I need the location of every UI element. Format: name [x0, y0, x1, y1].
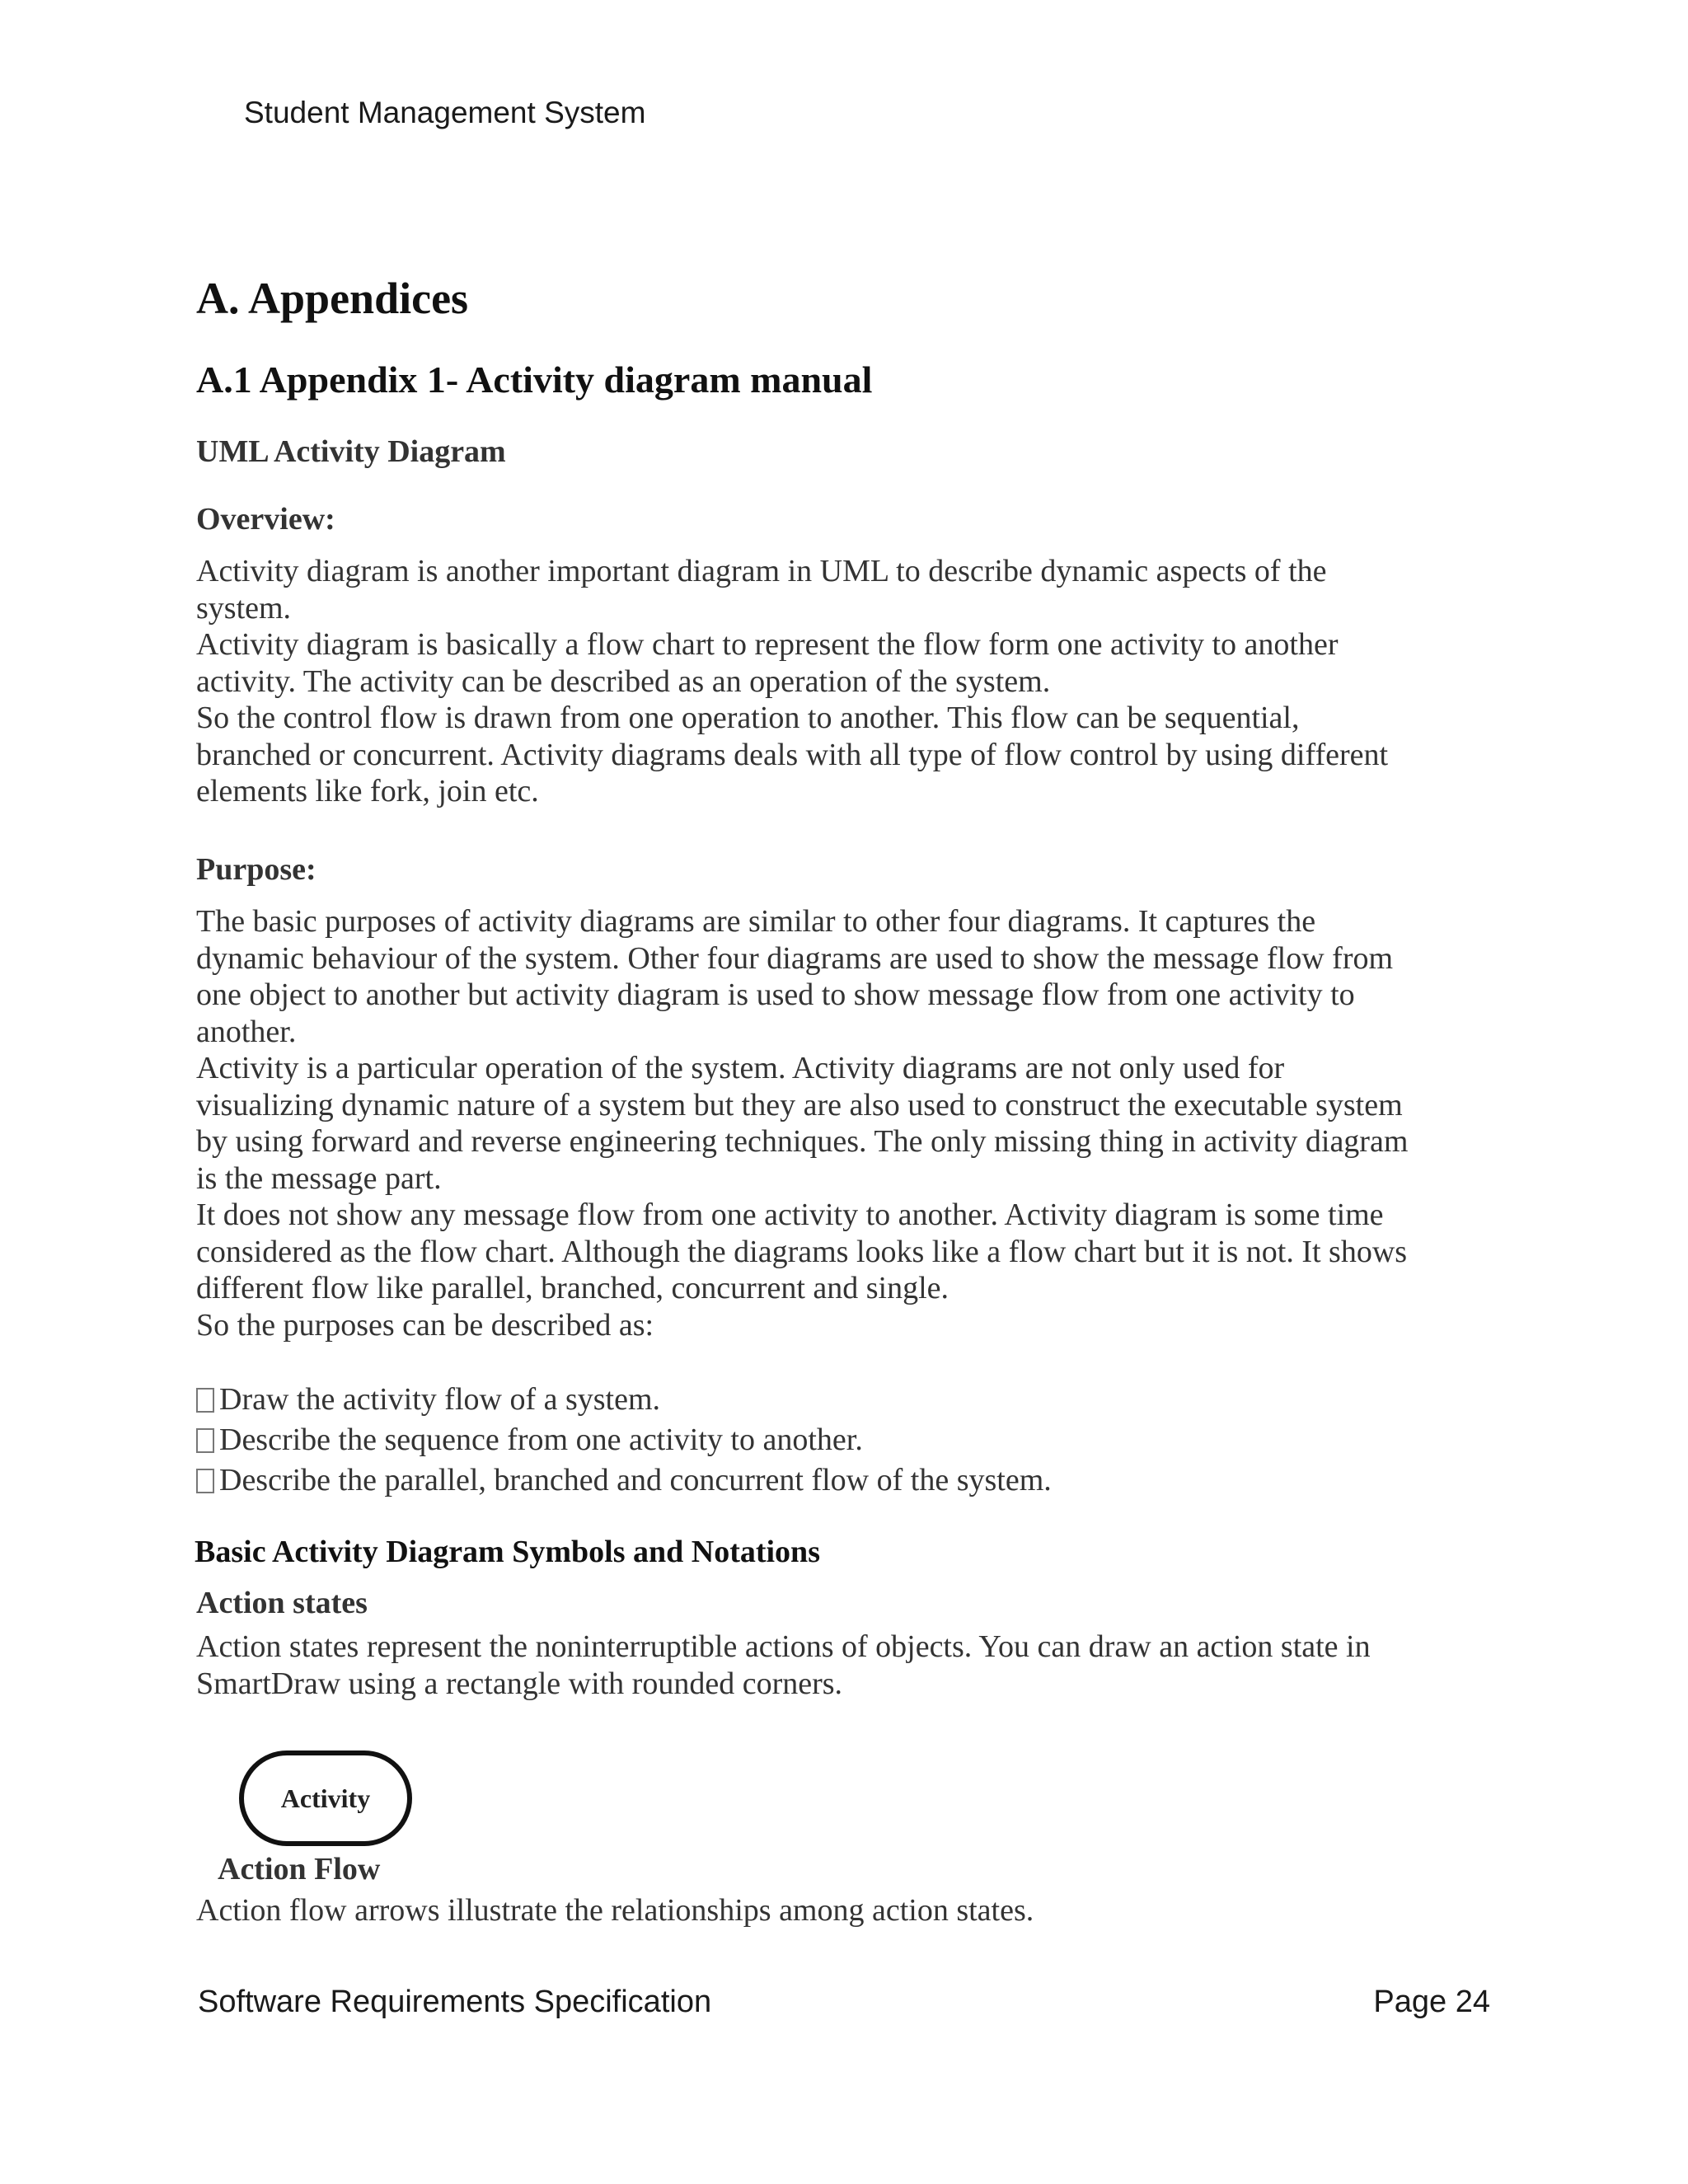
missing-glyph-icon: [196, 1469, 214, 1493]
action-states-paragraph: Action states represent the noninterruptible actions of objects. You can draw an action state in SmartDraw using a rectangle with rounded corners.: [196, 1629, 1371, 1701]
bullet-text: Draw the activity flow of a system.: [219, 1382, 661, 1418]
list-item: [196, 1420, 1490, 1460]
missing-glyph-icon: [196, 1388, 214, 1413]
appendix-1-heading: A.1 Appendix 1- Activity diagram manual: [196, 358, 873, 401]
overview-paragraph: Activity diagram is another important diagram in UML to describe dynamic aspects of the system. Activity diagram is basically a flow chart to represent the flow form one activity to another activity. The activity can be described as an operation of the system. So the control flow is drawn from one operation to another. This flow can be sequential, branched or concurrent. Activity diagrams deals with all type of flow control by using different elements like fork, join etc.: [196, 554, 1389, 809]
footer-page-number: Page 24: [1373, 1985, 1490, 2019]
document-body: [196, 272, 1490, 1702]
missing-glyph-icon: [196, 1428, 214, 1453]
purpose-heading: Purpose:: [196, 851, 316, 887]
footer-document-title: Software Requirements Specification: [198, 1985, 712, 2019]
appendices-heading: A. Appendices: [196, 274, 469, 323]
action-states-heading: Action states: [196, 1585, 368, 1620]
activity-shape-example: [239, 1750, 412, 1846]
purpose-bullet-list: [196, 1380, 1490, 1501]
uml-activity-diagram-heading: UML Activity Diagram: [196, 434, 506, 469]
basic-symbols-heading: Basic Activity Diagram Symbols and Notations: [195, 1535, 820, 1570]
action-flow-paragraph: Action flow arrows illustrate the relationships among action states.: [196, 1893, 1034, 1928]
action-flow-heading: Action Flow: [218, 1852, 381, 1886]
purpose-paragraph: The basic purposes of activity diagrams are similar to other four diagrams. It captures the dynamic behaviour of the system. Other four diagrams are used to show the message flow from one object to another but activity diagram is used to show message flow from one activity to another. Activity is a particular operation of the system. Activity diagrams are not only used for visualizing dynamic nature of a system but they are also used to construct the executable system by using forward and reverse engineering techniques. The only missing thing in activity diagram is the message part. It does not show any message flow from one activity to another. Activity diagram is some time considered as the flow chart. Although the diagrams looks like a flow chart but it is not. It shows different flow like parallel, branched, concurrent and single. So the purposes can be described as:: [196, 904, 1409, 1343]
bullet-text: Describe the parallel, branched and concurrent flow of the system.: [219, 1463, 1052, 1498]
running-header: Student Management System: [244, 96, 646, 129]
overview-heading: Overview:: [196, 501, 335, 537]
bullet-text: Describe the sequence from one activity to another.: [219, 1422, 863, 1458]
list-item: [196, 1460, 1490, 1501]
list-item: [196, 1380, 1490, 1420]
activity-shape-label: Activity: [280, 1783, 371, 1813]
